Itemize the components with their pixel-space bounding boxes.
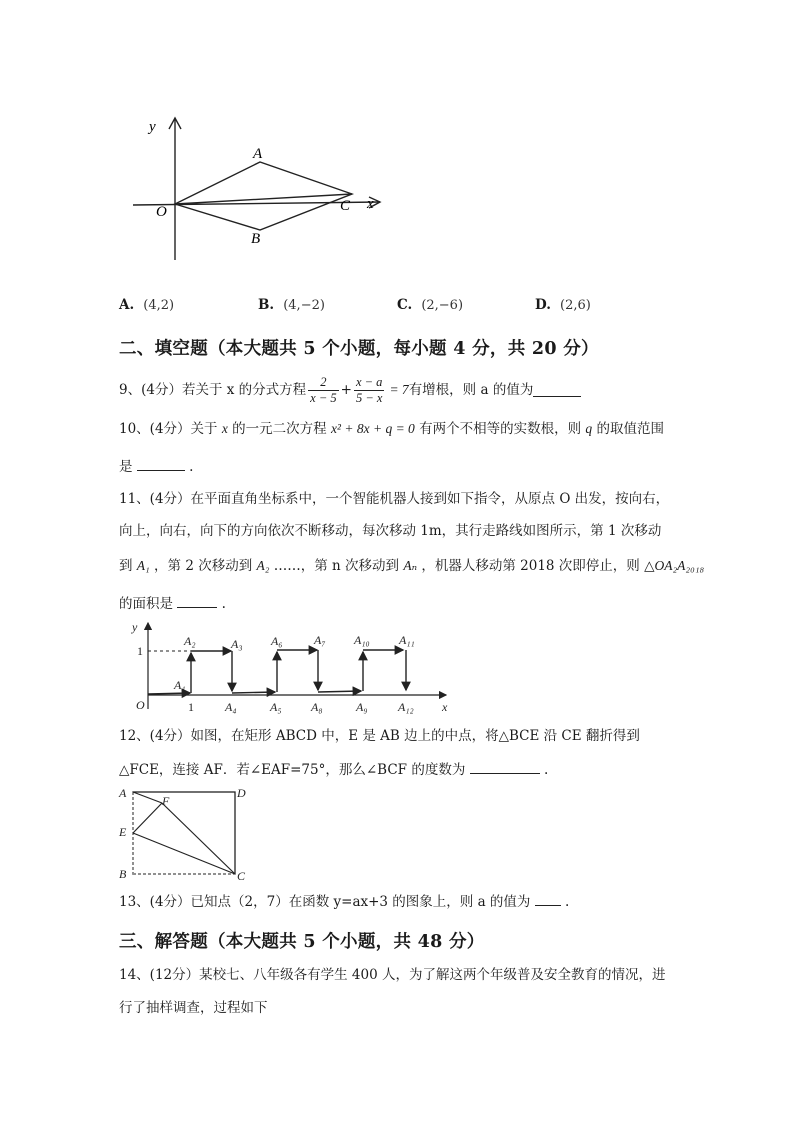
path-label-A10: A₁₀	[354, 633, 370, 647]
q12-answer-blank[interactable]	[470, 760, 540, 774]
rhombus-figure	[125, 112, 395, 264]
q10-text-a: 10、(4分）关于	[119, 421, 218, 437]
path-segments	[148, 650, 406, 694]
robot-path-figure	[128, 617, 463, 717]
option-b-value: (4,−2)	[283, 298, 325, 313]
q9-answer-blank[interactable]	[533, 383, 581, 397]
label-B: B	[251, 231, 261, 247]
path-label-O: O	[136, 698, 145, 712]
path-label-A8: A₈	[311, 700, 323, 714]
q9-prefix: 9、(4分）若关于 x 的分式方程	[119, 382, 307, 398]
path-label-A3: A₃	[231, 637, 243, 651]
q10-text-e: 是	[119, 459, 133, 475]
q10-text-f: .	[189, 459, 194, 475]
path-label-A7: A₇	[314, 633, 326, 647]
q9-fraction-2	[354, 375, 384, 406]
q11-text-d: ，机器人移动第 2018 次即停止，则	[421, 558, 640, 574]
segment-FC	[162, 803, 235, 874]
q9-frac2-den: 5 − x	[355, 390, 383, 405]
label-x: x	[367, 196, 374, 212]
q11-A1: A₁	[136, 558, 150, 573]
path-label-A12: A₁₂	[398, 700, 414, 714]
question-11-line4	[119, 594, 226, 613]
path-label-one-x: 1	[188, 700, 194, 714]
q9-suffix: 有增根，则 a 的值为	[408, 382, 534, 398]
question-9	[119, 372, 581, 408]
path-label-A5: A₅	[270, 700, 282, 714]
q13-end: .	[565, 894, 570, 910]
rect-label-B: B	[119, 867, 127, 881]
q11-answer-blank[interactable]	[177, 594, 217, 608]
option-d-label: D.	[535, 297, 551, 313]
option-a[interactable]	[119, 294, 174, 313]
option-c-value: (2,−6)	[421, 298, 464, 313]
option-a-label: A.	[119, 297, 135, 313]
path-label-y: y	[132, 620, 138, 634]
question-14-line2: 行了抽样调查，过程如下	[119, 1000, 268, 1016]
path-label-A11: A₁₁	[399, 633, 415, 647]
rect-label-A: A	[119, 786, 127, 800]
option-c-label: C.	[397, 297, 413, 313]
path-label-A2: A₂	[184, 634, 196, 648]
q10-text-d: 的取值范围	[596, 421, 664, 437]
question-10-line1	[119, 420, 664, 438]
q9-fraction-1	[308, 375, 338, 406]
q13-answer-blank[interactable]	[535, 892, 561, 906]
q10-text-b: 的一元二次方程	[232, 421, 327, 437]
option-a-value: (4,2)	[143, 298, 175, 313]
question-11-line1: 11、(4分）在平面直角坐标系中，一个智能机器人接到如下指令，从原点 O 出发，按向右，	[119, 491, 670, 507]
question-11-line3	[119, 557, 704, 575]
rect-label-D: D	[237, 786, 246, 800]
option-d[interactable]	[535, 294, 591, 313]
label-C: C	[340, 198, 351, 214]
q13-text: 13、(4分）已知点（2，7）在函数 y=ax+3 的图象上，则 a 的值为	[119, 894, 531, 910]
option-b-label: B.	[258, 297, 275, 313]
option-d-value: (2,6)	[560, 298, 591, 313]
path-label-A4: A₄	[225, 700, 237, 714]
question-12-line1: 12、(4分）如图，在矩形 ABCD 中，E 是 AB 边上的中点，将△BCE 沿 CE 翻折得到	[119, 728, 640, 744]
q9-eq: = 7	[389, 382, 409, 397]
q10-text-c: 有两个不相等的实数根，则	[419, 421, 582, 437]
segment-AF	[133, 792, 162, 803]
q11-triangle: △OA₂A₂₀₁₈	[644, 558, 705, 573]
rect-label-E: E	[119, 825, 127, 839]
path-label-x: x	[442, 700, 448, 714]
path-label-one-y: 1	[137, 644, 143, 658]
q9-frac2-num: x − a	[355, 374, 383, 389]
q11-A2: A₂	[256, 558, 270, 573]
label-A: A	[253, 146, 263, 162]
rect-ABCD	[133, 792, 235, 874]
question-11-line2: 向上，向右，向下的方向依次不断移动，每次移动 1m，其行走路线如图所示，第 1 次移动	[119, 523, 662, 539]
label-O: O	[156, 204, 167, 220]
q9-frac1-num: 2	[308, 375, 338, 391]
q11-text-b: ，第 2 次移动到	[154, 558, 253, 574]
section2-heading: 二、填空题（本大题共 5 个小题，每小题 4 分，共 20 分）	[119, 339, 599, 359]
q10-answer-blank[interactable]	[137, 457, 185, 471]
option-c[interactable]	[397, 294, 463, 313]
section3-heading: 三、解答题（本大题共 5 个小题，共 48 分）	[119, 932, 485, 952]
label-y: y	[149, 119, 156, 135]
q11-text-c: ……，第 n 次移动到	[273, 558, 400, 574]
question-10-line2	[119, 457, 193, 476]
path-label-A9: A₉	[356, 700, 368, 714]
path-label-A6: A₆	[271, 634, 283, 648]
option-b[interactable]	[258, 294, 325, 313]
rect-label-C: C	[237, 869, 246, 882]
path-label-A1: A₁	[174, 678, 186, 692]
q10-var-q: q	[585, 421, 593, 436]
rectangle-figure	[117, 784, 255, 882]
question-13	[119, 892, 569, 911]
q10-equation: x² + 8x + q = 0	[330, 421, 415, 436]
q11-text-e: 的面积是	[119, 596, 173, 612]
rect-label-F: F	[162, 794, 170, 808]
q9-plus: +	[340, 382, 352, 398]
q11-An: Aₙ	[403, 558, 418, 573]
q9-frac1-den: x − 5	[310, 390, 337, 405]
q11-text-f: .	[221, 596, 226, 612]
question-12-line2	[119, 760, 548, 779]
question-14-line1: 14、(12分）某校七、八年级各有学生 400 人，为了解这两个年级普及安全教育的情况，进	[119, 967, 666, 983]
q12-text-b: .	[543, 762, 549, 778]
q12-text-a: △FCE，连接 AF．若∠EAF=75°，那么∠BCF 的度数为	[119, 762, 466, 778]
q11-text-a: 到	[119, 558, 133, 574]
q10-var-x: x	[221, 421, 228, 436]
segment-EF	[133, 803, 162, 833]
segment-EC	[133, 833, 235, 874]
